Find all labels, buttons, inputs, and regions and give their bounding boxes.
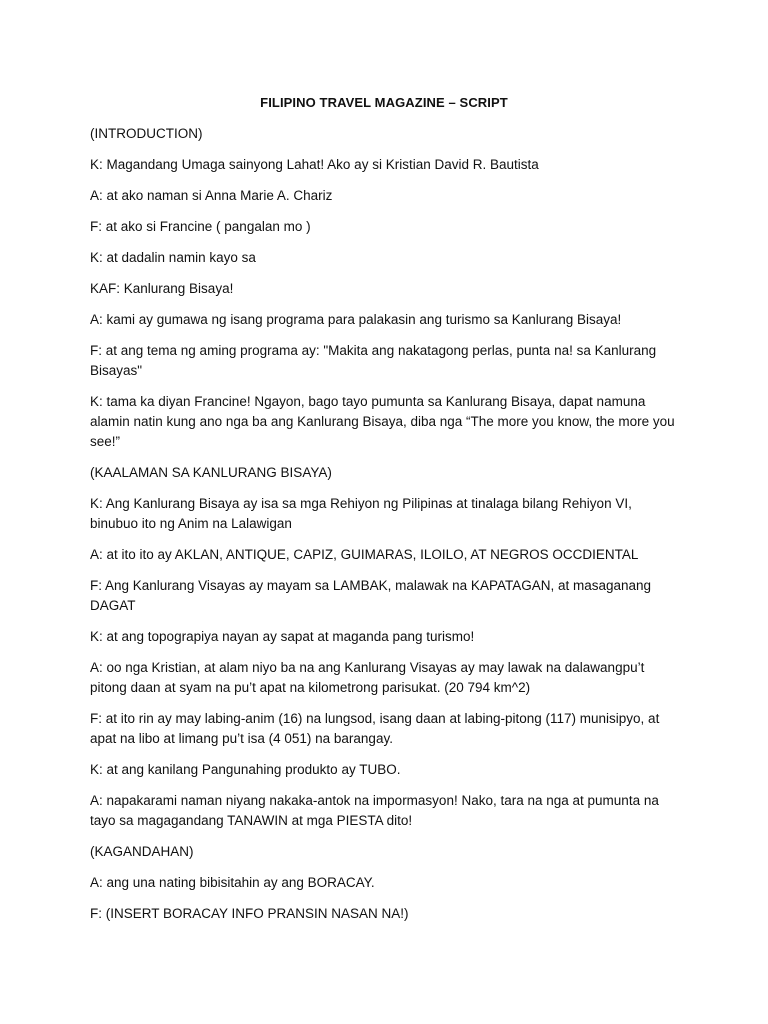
script-line: F: at ako si Francine ( pangalan mo ) [90, 219, 311, 234]
script-line: A: napakarami naman niyang nakaka-antok na impormasyon! Nako, tara na nga at pumunta na tayo sa magagandang TANAWIN at mga PIESTA dito! [90, 793, 659, 828]
script-line: K: at dadalin namin kayo sa [90, 250, 256, 265]
script-line: A: ang una nating bibisitahin ay ang BORACAY. [90, 875, 375, 890]
script-line: F: at ang tema ng aming programa ay: "Makita ang nakatagong perlas, punta na! sa Kanlurang Bisayas" [90, 343, 657, 378]
script-line: K: tama ka diyan Francine! Ngayon, bago tayo pumunta sa Kanlurang Bisaya, dapat namuna alamin natin kung ano nga ba ang Kanlurang Bisaya, diba nga “The more you know, the more you see!” [90, 394, 675, 449]
script-line: F: Ang Kanlurang Visayas ay mayam sa LAMBAK, malawak na KAPATAGAN, at masaganang DAGAT [90, 578, 652, 613]
script-line: K: Ang Kanlurang Bisaya ay isa sa mga Rehiyon ng Pilipinas at tinalaga bilang Rehiyon VI, binubuo ito ng Anim na Lalawigan [90, 496, 632, 531]
script-body [90, 124, 680, 935]
script-line: K: at ang kanilang Pangunahing produkto ay TUBO. [90, 762, 401, 777]
script-line: A: oo nga Kristian, at alam niyo ba na ang Kanlurang Visayas ay may lawak na dalawangpu’t pitong daan at syam na pu’t apat na kilometrong parisukat. (20 794 km^2) [90, 660, 645, 695]
script-line: A: kami ay gumawa ng isang programa para palakasin ang turismo sa Kanlurang Bisaya! [90, 312, 622, 327]
script-line: KAF: Kanlurang Bisaya! [90, 281, 234, 296]
script-line: K: Magandang Umaga sainyong Lahat! Ako ay si Kristian David R. Bautista [90, 157, 539, 172]
script-line: A: at ito ito ay AKLAN, ANTIQUE, CAPIZ, GUIMARAS, ILOILO, AT NEGROS OCCDIENTAL [90, 547, 639, 562]
document-title: FILIPINO TRAVEL MAGAZINE – SCRIPT [260, 95, 508, 110]
section-heading-kaalaman: (KAALAMAN SA KANLURANG BISAYA) [90, 465, 332, 480]
script-line: F: (INSERT BORACAY INFO PRANSIN NASAN NA!) [90, 906, 409, 921]
section-heading-kagandahan: (KAGANDAHAN) [90, 844, 194, 859]
section-heading-introduction: (INTRODUCTION) [90, 126, 203, 141]
script-line: K: at ang topograpiya nayan ay sapat at maganda pang turismo! [90, 629, 475, 644]
script-line: A: at ako naman si Anna Marie A. Chariz [90, 188, 333, 203]
script-line: F: at ito rin ay may labing-anim (16) na lungsod, isang daan at labing-pitong (117) munisipyo, at apat na libo at limang pu’t isa (4 051) na barangay. [90, 711, 660, 746]
